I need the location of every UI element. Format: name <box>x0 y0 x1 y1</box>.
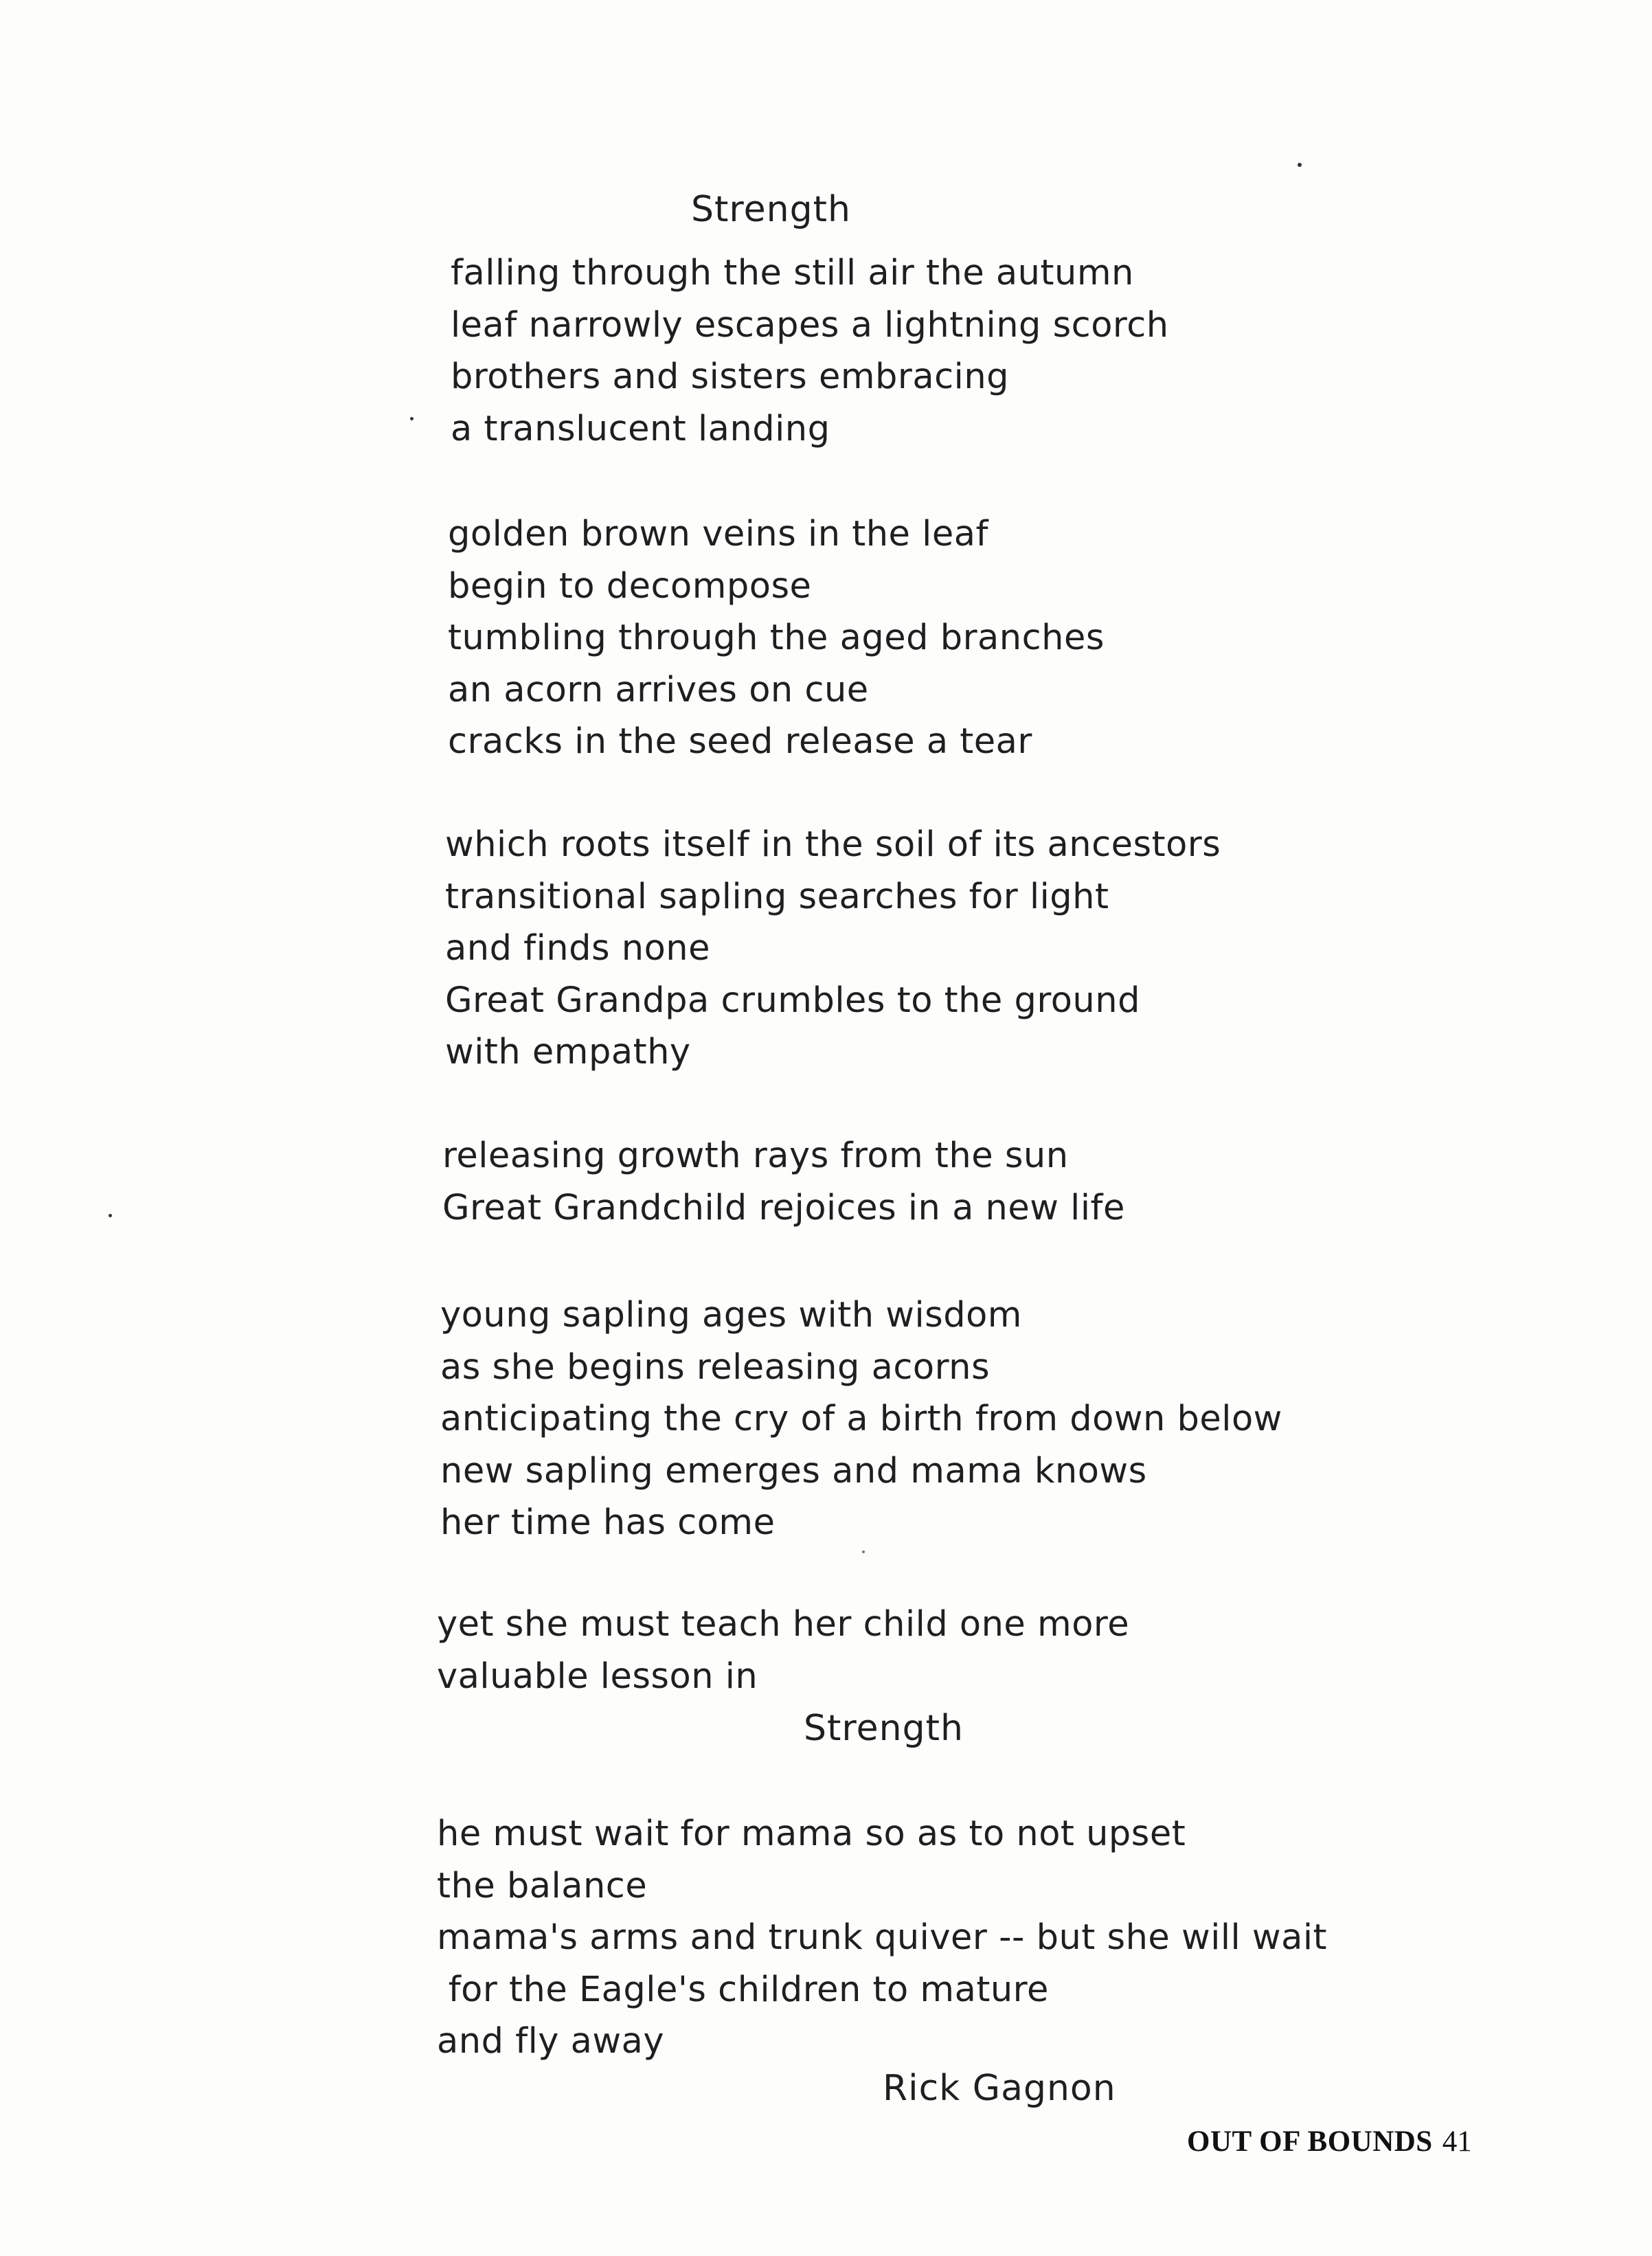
poem-line: and fly away <box>437 2021 665 2062</box>
poem-line: golden brown veins in the leaf <box>448 514 988 554</box>
poem-line: and finds none <box>445 928 710 969</box>
poem-line: mama's arms and trunk quiver -- but she will wait <box>437 1917 1328 1958</box>
poem-line: young sapling ages with wisdom <box>440 1295 1022 1335</box>
poem-line: new sapling emerges and mama knows <box>440 1450 1147 1491</box>
scan-speck <box>862 1550 865 1553</box>
scan-speck <box>410 417 414 420</box>
poem-line: which roots itself in the soil of its ancestors <box>445 824 1221 865</box>
stanza-2 <box>448 508 1105 768</box>
scan-speck <box>1298 163 1302 167</box>
poem-line: falling through the still air the autumn <box>451 253 1134 293</box>
poem-line: as she begins releasing acorns <box>440 1346 991 1388</box>
poem-line: an acorn arrives on cue <box>448 669 869 710</box>
poem-line: valuable lesson in <box>437 1656 758 1697</box>
poem-line: cracks in the seed release a tear <box>448 721 1032 762</box>
poem-inline-title: Strength <box>804 1708 964 1749</box>
stanza-6 <box>437 1599 1129 1702</box>
poem-line: he must wait for mama so as to not upset <box>437 1814 1186 1854</box>
poem-line: for the Eagle's children to mature <box>437 1969 1049 2010</box>
poem-line: transitional sapling searches for light <box>445 876 1109 917</box>
poem-line: Great Grandchild rejoices in a new life <box>442 1187 1125 1228</box>
poem-line: tumbling through the aged branches <box>448 618 1105 658</box>
poem-line: brothers and sisters embracing <box>451 357 1010 397</box>
poem-line: the balance <box>437 1865 648 1906</box>
poem-line: leaf narrowly escapes a lightning scorch <box>451 304 1169 346</box>
stanza-4 <box>442 1130 1125 1234</box>
stanza-5 <box>440 1289 1282 1549</box>
stanza-7 <box>437 1808 1327 2068</box>
poem-line: yet she must teach her child one more <box>437 1604 1130 1645</box>
poem-author: Rick Gagnon <box>883 2068 1116 2109</box>
poem-line: Great Grandpa crumbles to the ground <box>445 980 1140 1021</box>
poem-line: her time has come <box>440 1502 776 1543</box>
scan-speck <box>109 1214 112 1217</box>
stanza-1 <box>451 247 1169 455</box>
poem-line: begin to decompose <box>448 565 812 607</box>
page-number: 41 <box>1442 2125 1472 2158</box>
poem-line: anticipating the cry of a birth from down below <box>440 1399 1282 1439</box>
stanza-3 <box>445 819 1221 1079</box>
poem-title: Strength <box>691 189 851 230</box>
poem-line: with empathy <box>445 1032 691 1072</box>
publication-name: OUT OF BOUNDS <box>1187 2125 1433 2158</box>
poem-line: releasing growth rays from the sun <box>442 1136 1069 1176</box>
poem-line: a translucent landing <box>451 408 830 449</box>
page-footer <box>1187 2121 1472 2163</box>
